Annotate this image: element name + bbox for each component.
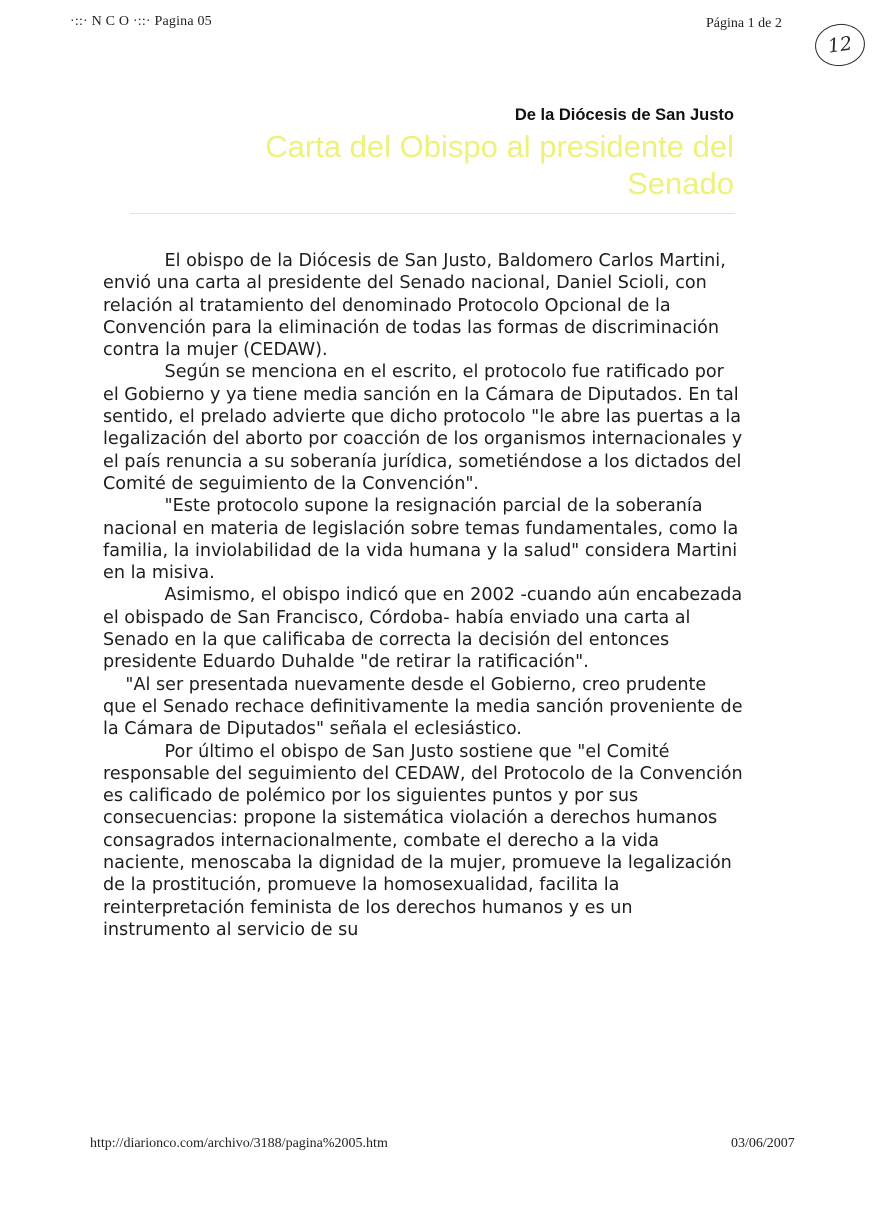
article-paragraph: Por último el obispo de San Justo sostiene que "el Comité responsable del seguimiento del CEDAW, del Protocolo de la Convención es calificado de polémico por los siguientes puntos y por sus consecuencias: propone la sistemática violación a derechos humanos consagrados internacionalmente, combate el derecho a la vida naciente, menoscaba la dignidad de la mujer, promueve la legalización de la prostitución, promueve la homosexualidad, facilita la reinterpretación feminista de los derechos humanos y es un instrumento al servicio de su xyxy=(103,741,749,940)
article-kicker: De la Diócesis de San Justo xyxy=(514,106,734,124)
article-body xyxy=(103,250,749,941)
article-paragraph: "Este protocolo supone la resignación parcial de la soberanía nacional en materia de legislación sobre temas fundamentales, como la familia, la inviolabilidad de la vida humana y la salud" considera Martini en la misiva. xyxy=(103,496,744,584)
article-headline: Carta del Obispo al presidente del Senado xyxy=(265,129,734,201)
print-footer-url: http://diarionco.com/archivo/3188/pagina%2005.htm xyxy=(90,1136,388,1151)
print-footer-date: 03/06/2007 xyxy=(731,1136,795,1151)
headline-divider xyxy=(130,213,735,214)
article-paragraph: El obispo de la Diócesis de San Justo, Baldomero Carlos Martini, envió una carta al presidente del Senado nacional, Daniel Scioli, con relación al tratamiento del denominado Protocolo Opcional de la Convención para la eliminación de todas las formas de discriminación contra la mujer (CEDAW). xyxy=(103,251,732,361)
print-header-page-indicator: Página 1 de 2 xyxy=(706,16,782,31)
article-paragraph: Según se menciona en el escrito, el protocolo fue ratificado por el Gobierno y ya tiene media sanción en la Cámara de Diputados. En tal sentido, el prelado advierte que dicho protocolo "le abre las puertas a la legalización del aborto por coacción de los organismos internacionales y el país renuncia a su soberanía jurídica, sometiéndose a los dictados del Comité de seguimiento de la Convención". xyxy=(103,362,748,494)
handwritten-page-number-stamp: 12 xyxy=(812,21,867,70)
article-paragraph: Asimismo, el obispo indicó que en 2002 -cuando aún encabezada el obispado de San Francisco, Córdoba- había enviado una carta al Senado en la que calificaba de correcta la decisión del entonces presidente Eduardo Duhalde "de retirar la ratificación". xyxy=(103,585,748,673)
print-header-site-title: ·::· N C O ·::· Pagina 05 xyxy=(70,14,212,29)
article-paragraph: "Al ser presentada nuevamente desde el Gobierno, creo prudente que el Senado rechace definitivamente la media sanción proveniente de la Cámara de Diputados" señala el eclesiástico. xyxy=(103,674,749,740)
